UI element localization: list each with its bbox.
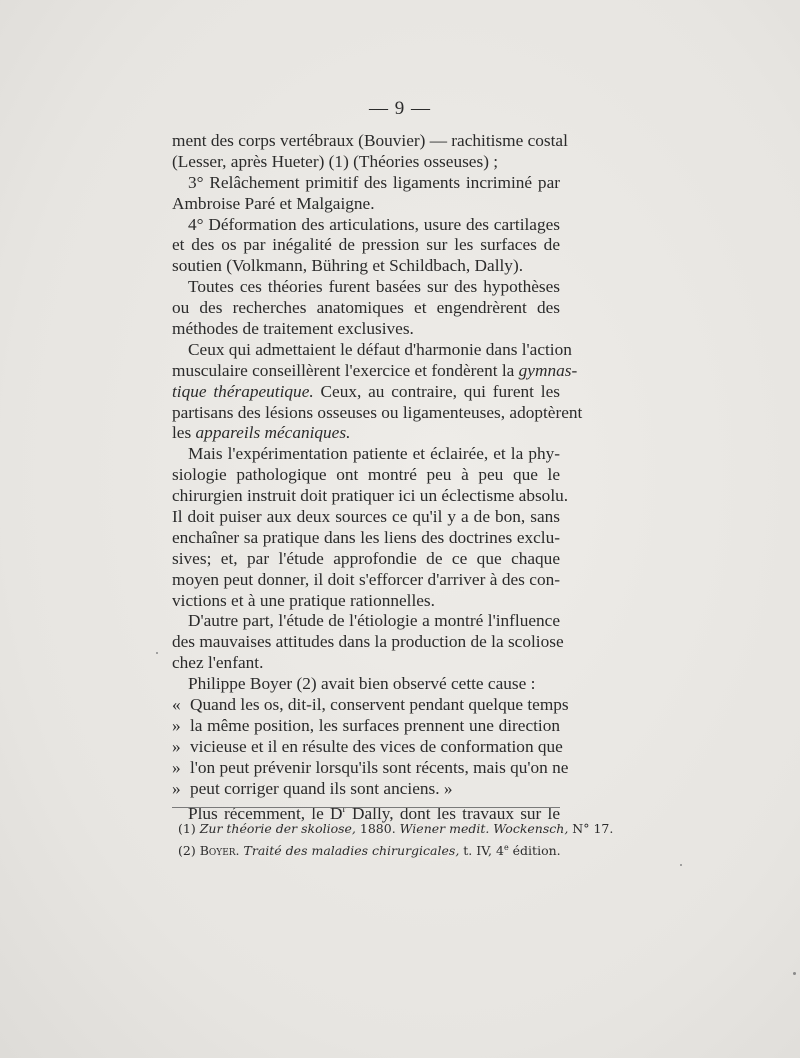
text-line: Ambroise Paré et Malgaigne.	[172, 193, 375, 213]
footnote-text: édition.	[512, 843, 561, 859]
text-line: Mais l'expérimentation patiente et éclairée, et la phy-	[188, 444, 560, 464]
text-line	[172, 757, 569, 779]
footnotes	[178, 819, 614, 860]
text-segment: vicieuse et il en résulte des vices de conformation que	[190, 736, 563, 756]
text-line: sives; et, par l'étude approfondie de ce que chaque	[172, 548, 560, 568]
text-segment: musculaire conseillèrent l'exercice et fondèrent la	[172, 360, 515, 380]
text-segment: Ceux, au contraire, qui furent les	[320, 381, 560, 401]
text-line	[172, 800, 560, 821]
text-line	[172, 360, 578, 382]
text-line: soutien (Volkmann, Bühring et Schildbach, Dally).	[172, 256, 524, 276]
text-line: siologie pathologique ont montré peu à peu que le	[172, 465, 560, 485]
italic-text: gymnas-	[518, 360, 578, 380]
text-line: ment des corps vertébraux (Bouvier) — rachitisme costal	[172, 131, 568, 150]
quote-mark: »	[172, 778, 181, 798]
footnote-title: Traité des maladies chirurgicales,	[243, 843, 460, 859]
text-line	[172, 736, 563, 758]
text-segment: peut corriger quand ils sont anciens.	[190, 778, 440, 798]
quote-mark: »	[443, 778, 453, 798]
footnote	[178, 838, 561, 860]
footnote-author: Boyer.	[199, 843, 240, 859]
footnote-text: N° 17.	[572, 821, 614, 836]
text-segment: la même position, les surfaces prennent une direction	[190, 715, 560, 735]
footnote-mark: (1)	[178, 821, 196, 836]
text-line: Ceux qui admettaient le défaut d'harmonie dans l'action	[188, 339, 572, 359]
text-line: partisans des lésions osseuses ou ligamenteuses, adoptèrent	[172, 402, 583, 422]
text-line	[172, 695, 569, 716]
text-segment: l'on peut prévenir lorsqu'ils sont récents, mais qu'on ne	[190, 757, 569, 777]
text-line: chez l'enfant.	[172, 653, 264, 673]
footnote-rule	[172, 807, 560, 808]
text-line: et des os par inégalité de pression sur les surfaces de	[172, 235, 560, 255]
text-segment: les	[172, 423, 192, 443]
text-line: des mauvaises attitudes dans la production de la scoliose	[172, 632, 564, 652]
quote-mark: »	[172, 736, 181, 756]
quote-mark: »	[172, 757, 181, 777]
text-line: D'autre part, l'étude de l'étiologie a montré l'influence	[188, 611, 560, 631]
superscript: r	[342, 803, 346, 815]
footnote	[178, 819, 614, 838]
text-line	[172, 716, 560, 737]
paper-speck	[793, 972, 796, 975]
text-line: méthodes de traitement exclusives.	[172, 319, 414, 339]
text-line: chirurgien instruit doit pratiquer ici un éclectisme absolu.	[172, 486, 569, 506]
paper-speck	[156, 652, 158, 654]
text-segment: Quand les os, dit-il, conservent pendant quelque temps	[190, 695, 569, 715]
footnote-journal: Wiener medit. Wockensch,	[399, 821, 569, 836]
text-line: Philippe Boyer (2) avait bien observé cette cause :	[188, 674, 536, 694]
text-line: (Lesser, après Hueter) (1) (Théories osseuses) ;	[172, 151, 499, 171]
footnote-mark: (2)	[178, 843, 196, 859]
body-text	[172, 131, 583, 823]
quote-mark: «	[172, 695, 181, 715]
footnote-text: 1880.	[359, 821, 396, 836]
italic-text: appareils mécaniques.	[195, 423, 351, 443]
text-line: victions et à une pratique rationnelles.	[172, 590, 435, 610]
quote-mark: »	[172, 715, 181, 735]
text-line	[172, 423, 560, 444]
text-line: Toutes ces théories furent basées sur des hypothèses	[188, 277, 560, 297]
text-line	[172, 779, 560, 800]
text-line	[172, 382, 560, 403]
text-segment: Plus récemment, le D	[188, 803, 343, 823]
text-segment: Dally, dont les travaux sur le	[352, 803, 560, 823]
text-line: enchaîner sa pratique dans les liens des doctrines exclu-	[172, 527, 560, 547]
footnote-title: Zur théorie der skoliose,	[199, 821, 356, 836]
text-line: 3° Relâchement primitif des ligaments incriminé par	[188, 172, 560, 192]
text-line: ou des recherches anatomiques et engendrèrent des	[172, 298, 560, 318]
footnote-text: t. IV, 4	[463, 843, 504, 859]
page-number: — 9 —	[369, 98, 431, 119]
superscript: e	[503, 843, 509, 852]
text-line: Il doit puiser aux deux sources ce qu'il y a de bon, sans	[172, 507, 560, 527]
paper-speck	[680, 864, 682, 866]
italic-text: tique thérapeutique.	[172, 381, 314, 401]
text-line: moyen peut donner, il doit s'efforcer d'arriver à des con-	[172, 569, 560, 589]
text-line: 4° Déformation des articulations, usure des cartilages	[188, 214, 560, 234]
